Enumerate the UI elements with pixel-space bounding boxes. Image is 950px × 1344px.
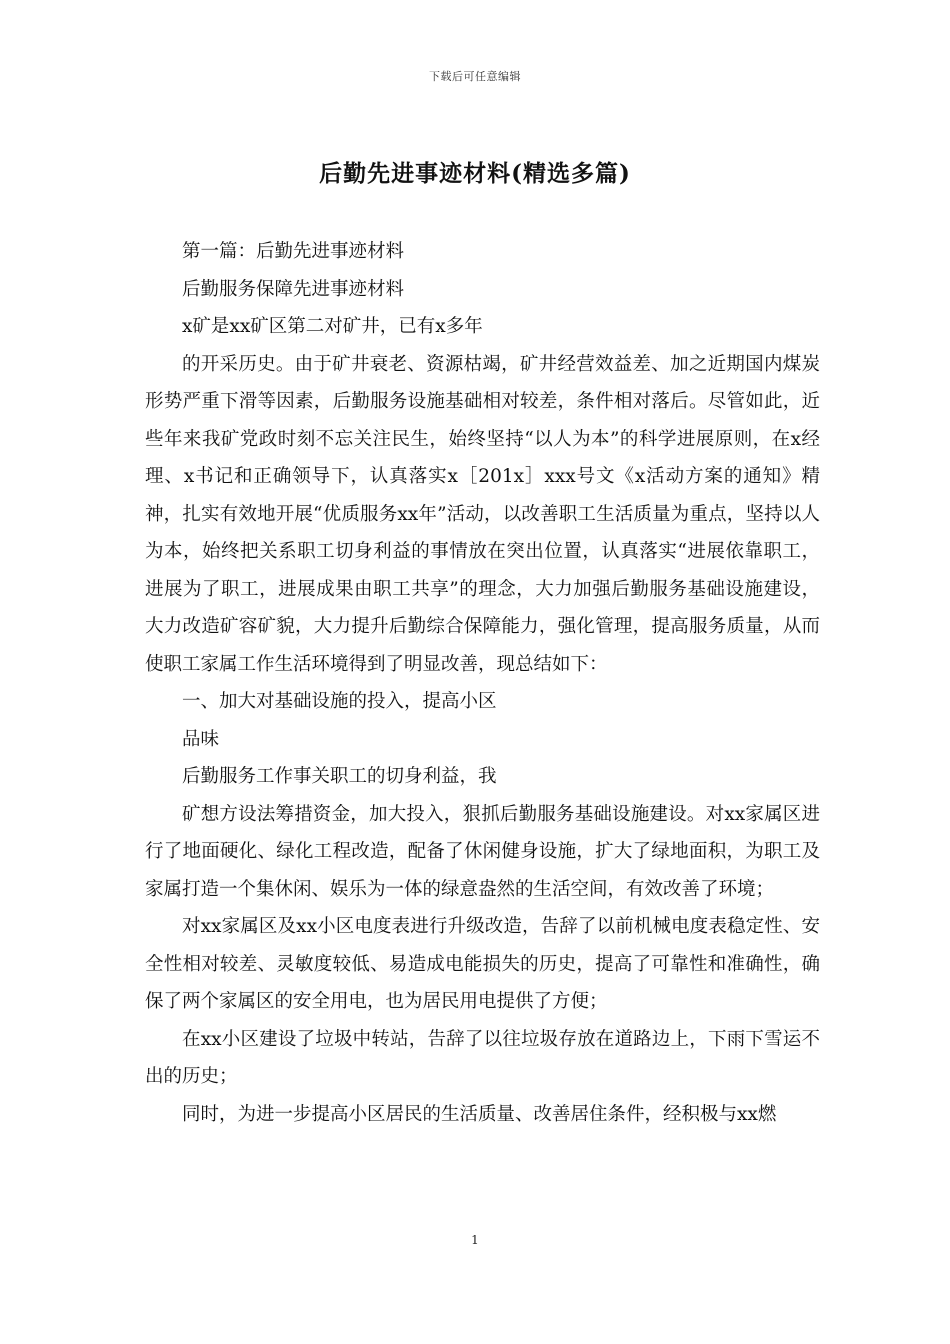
paragraph: 矿想方设法筹措资金，加大投入，狠抓后勤服务基础设施建设。对xx家属区进行了地面硬化、绿化工程改造，配备了休闲健身设施，扩大了绿地面积，为职工及家属打造一个集休闲、娱乐为一体的绿意盎然的生活空间，有效改善了环境；	[145, 803, 820, 900]
paragraph: 品味	[182, 728, 220, 750]
paragraph: 第一篇：后勤先进事迹材料	[182, 241, 405, 262]
paragraph: 同时，为进一步提高小区居民的生活质量、改善居住条件，经积极与xx燃	[182, 1103, 777, 1125]
paragraph: x矿是xx矿区第二对矿井，已有x多年	[182, 316, 483, 337]
paragraph: 对xx家属区及xx小区电度表进行升级改造，告辞了以前机械电度表稳定性、安全性相对较差、灵敏度较低、易造成电能损失的历史，提高了可靠性和准确性，确保了两个家属区的安全用电，也为居民用电提供了方便；	[145, 916, 820, 1012]
paragraph: 的开采历史。由于矿井衰老、资源枯竭，矿井经营效益差、加之近期国内煤炭形势严重下滑等因素，后勤服务设施基础相对较差，条件相对落后。尽管如此，近些年来我矿党政时刻不忘关注民生，始终坚持“以人为本”的科学进展原则，在x经理、x书记和正确领导下，认真落实x［201x］xxx号文《x活动方案的通知》精神，扎实有效地开展“优质服务xx年”活动，以改善职工生活质量为重点，坚持以人为本，始终把关系职工切身利益的事情放在突出位置，认真落实“进展依靠职工，进展为了职工，进展成果由职工共享”的理念，大力加强后勤服务基础设施建设，大力改造矿容矿貌，大力提升后勤综合保障能力，强化管理，提高服务质量，从而使职工家属工作生活环境得到了明显改善，现总结如下：	[145, 353, 820, 675]
document-body	[145, 233, 820, 1133]
paragraph: 后勤服务工作事关职工的切身利益，我	[182, 766, 497, 787]
paragraph: 在xx小区建设了垃圾中转站，告辞了以往垃圾存放在道路边上，下雨下雪运不出的历史；	[145, 1028, 820, 1087]
paragraph: 后勤服务保障先进事迹材料	[182, 278, 405, 300]
page-number: 1	[471, 1233, 479, 1247]
paragraph: 一、加大对基础设施的投入，提高小区	[182, 691, 497, 712]
document-title: 后勤先进事迹材料(精选多篇)	[319, 160, 631, 187]
header-note: 下载后可任意编辑	[429, 70, 521, 83]
